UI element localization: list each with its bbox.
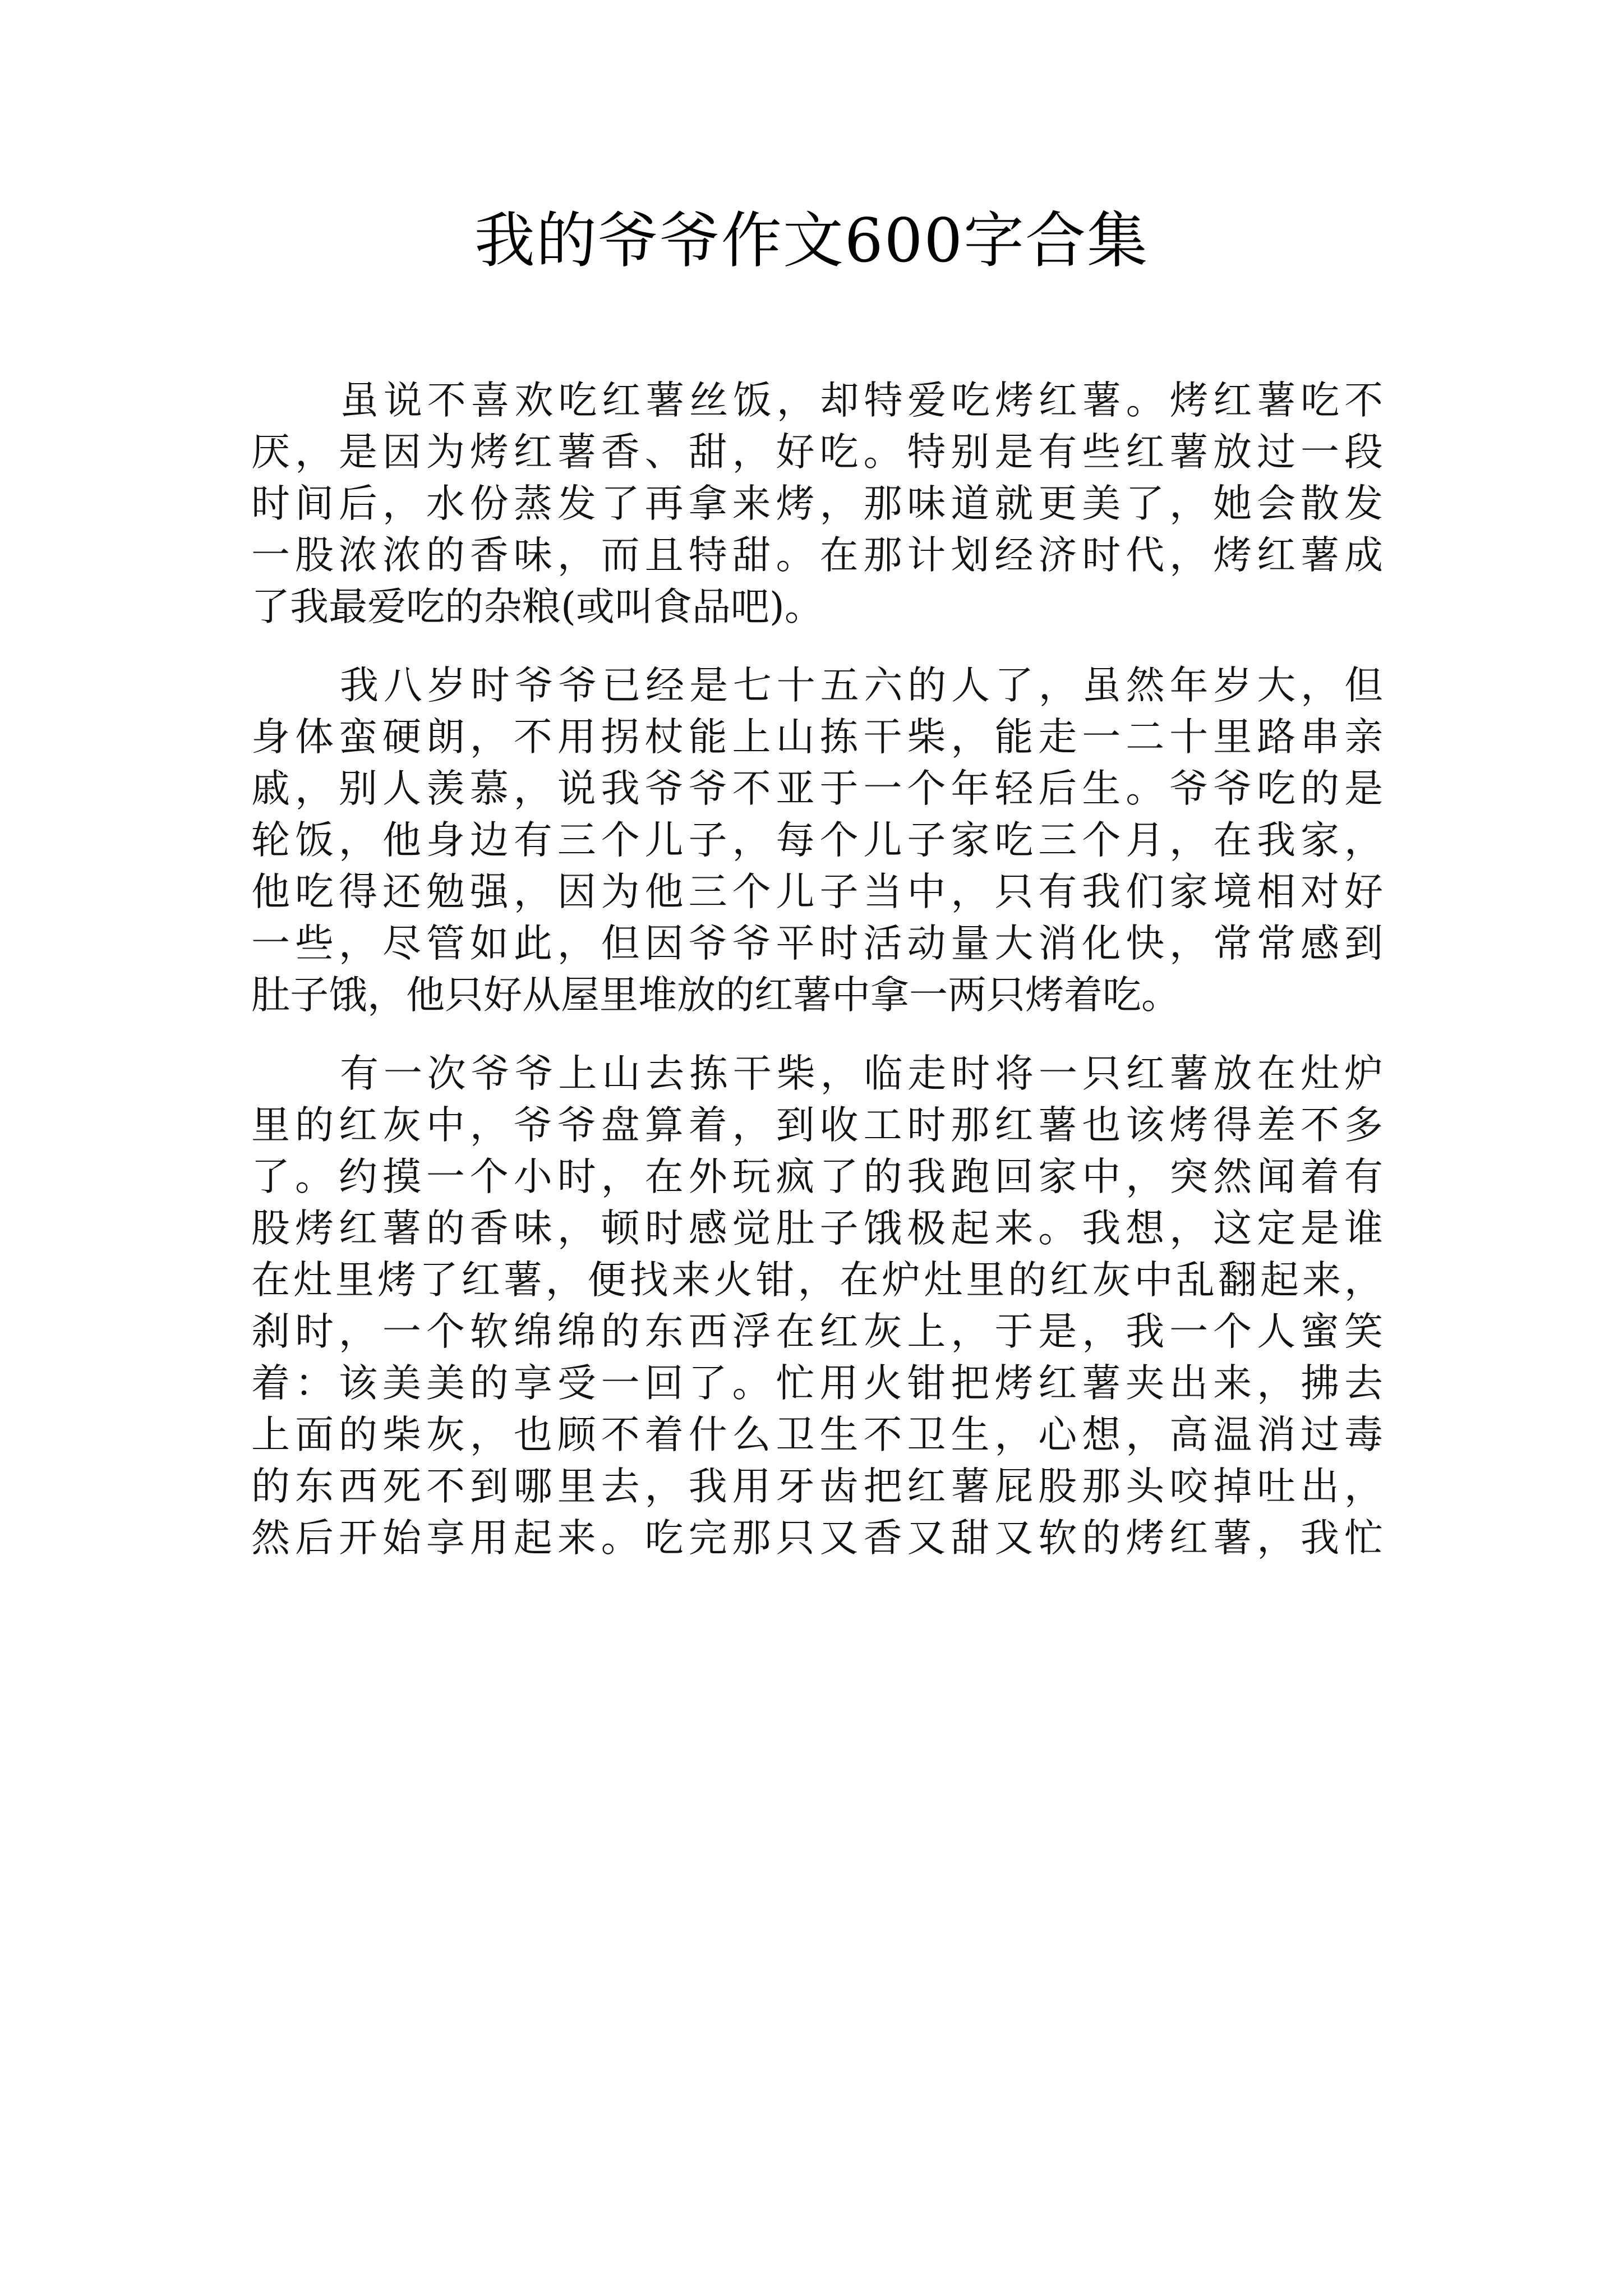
text-line: 戚，别人羡慕，说我爷爷不亚于一个年轻后生。爷爷吃的是 — [251, 766, 1383, 811]
text-line: 一股浓浓的香味，而且特甜。在那计划经济时代，烤红薯成 — [251, 533, 1383, 578]
text-line: 了。约摸一个小时，在外玩疯了的我跑回家中，突然闻着有 — [251, 1154, 1383, 1199]
text-line: 时间后，水份蒸发了再拿来烤，那味道就更美了，她会散发 — [251, 481, 1383, 526]
text-line: 刹时，一个软绵绵的东西浮在红灰上，于是，我一个人蜜笑 — [251, 1309, 1383, 1354]
paragraph-2 — [251, 660, 1383, 1021]
text-line: 然后开始享用起来。吃完那只又香又甜又软的烤红薯，我忙 — [251, 1516, 1383, 1561]
text-line: 一些，尽管如此，但因爷爷平时活动量大消化快，常常感到 — [251, 921, 1383, 966]
text-line: 身体蛮硬朗，不用拐杖能上山拣干柴，能走一二十里路串亲 — [251, 715, 1383, 760]
text-line: 着：该美美的享受一回了。忙用火钳把烤红薯夹出来，拂去 — [251, 1361, 1383, 1406]
text-line: 轮饭，他身边有三个儿子，每个儿子家吃三个月，在我家， — [251, 818, 1383, 863]
text-line: 肚子饿，他只好从屋里堆放的红薯中拿一两只烤着吃。 — [251, 973, 1180, 1018]
text-line: 股烤红薯的香味，顿时感觉肚子饿极起来。我想，这定是谁 — [251, 1206, 1383, 1251]
text-line: 的东西死不到哪里去，我用牙齿把红薯屁股那头咬掉吐出， — [251, 1464, 1383, 1509]
document-body — [251, 375, 1383, 1564]
text-line: 有一次爷爷上山去拣干柴，临走时将一只红薯放在灶炉 — [340, 1051, 1383, 1096]
text-line: 里的红灰中，爷爷盘算着，到收工时那红薯也该烤得差不多 — [251, 1103, 1383, 1148]
text-line: 上面的柴灰，也顾不着什么卫生不卫生，心想，高温消过毒 — [251, 1412, 1383, 1457]
text-line: 他吃得还勉强，因为他三个儿子当中，只有我们家境相对好 — [251, 869, 1383, 914]
paragraph-3 — [251, 1048, 1383, 1564]
text-line: 厌，是因为烤红薯香、甜，好吃。特别是有些红薯放过一段 — [251, 430, 1383, 475]
document-title: 我的爷爷作文600字合集 — [474, 206, 1149, 276]
text-line: 了我最爱吃的杂粮(或叫食品吧)。 — [251, 585, 823, 629]
paragraph-1 — [251, 375, 1383, 633]
text-line: 我八岁时爷爷已经是七十五六的人了，虽然年岁大，但 — [340, 663, 1383, 708]
text-line: 在灶里烤了红薯，便找来火钳，在炉灶里的红灰中乱翻起来， — [251, 1258, 1383, 1303]
text-line: 虽说不喜欢吃红薯丝饭，却特爱吃烤红薯。烤红薯吃不 — [340, 378, 1383, 423]
